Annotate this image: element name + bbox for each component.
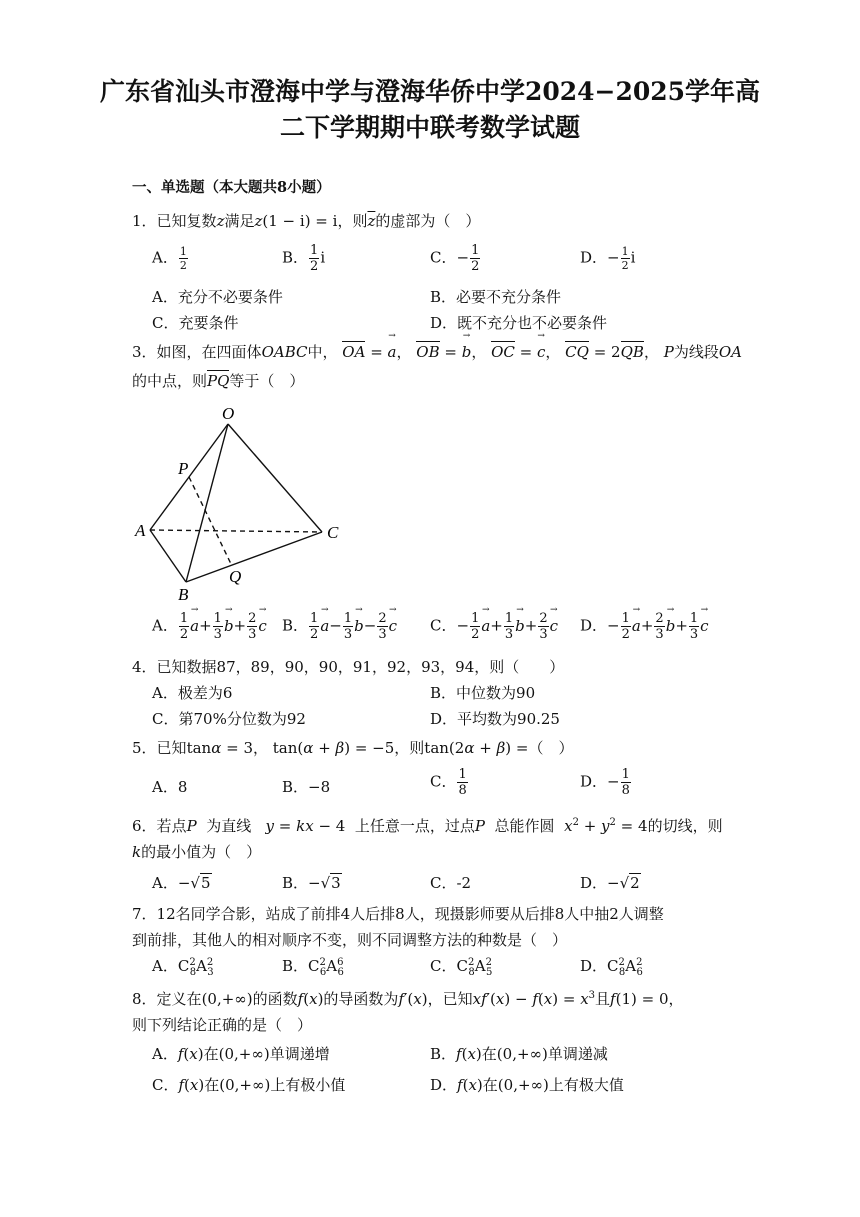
q4-option-c: C．第70%分位数为92 (152, 710, 306, 728)
q6-option-c: C．-2 (430, 874, 472, 892)
edge-bc (186, 532, 322, 582)
q8-option-c: C．f(x)在(0,+∞)上有极小值 (152, 1076, 346, 1094)
title-line-2: 二下学期期中联考数学试题 (279, 113, 580, 142)
q4-option-b: B．中位数为90 (430, 684, 536, 702)
q3-option-d: D．− $\frac{1}{2}$ a →+ $\frac{2}{3}$ b →+ $\frac{1}{3}$ c → (580, 612, 709, 641)
q2-option-c: C．充要条件 (152, 314, 239, 332)
q3-option-c: C．− $\frac{1}{2}$ a →+ $\frac{1}{3}$ b →+ $\frac{2}{3}$ c → (430, 612, 558, 641)
label-q: Q (229, 567, 242, 586)
q3-option-a: A． $\frac{1}{2}$ a →+ $\frac{1}{3}$ b →+ $\frac{2}{3}$ c → (152, 612, 267, 641)
label-b: B (178, 585, 189, 604)
q5-option-d: D．− $\frac{1}{8}$ (580, 767, 630, 798)
question-6-stem: 6．若点P 为直线 y = kx − 4 上任意一点，过点P 总能作圆 $x^2 + y^2 = 4$的切线，则 (132, 817, 723, 835)
q2-option-a: A．充分不必要条件 (152, 288, 283, 306)
q5-option-a: A．8 (152, 778, 188, 796)
label-p: P (178, 459, 189, 478)
q7-option-a: A．$C^2_8A^2_3$ (152, 957, 214, 978)
question-3-stem: 3．如图，在四面体OABC中， OA = a →， OB = b →， OC = c →， CQ = 2QB， P为线段OA (132, 341, 742, 362)
q1-option-a: A． $\frac{1}{2}$ (152, 245, 187, 272)
q5-option-c: C． $\frac{1}{8}$ (430, 767, 467, 798)
question-7-line-1: 7．12名同学合影，站成了前排4人后排8人，现摄影师要从后排8人中抽2人调整 (132, 905, 664, 923)
edge-oc (228, 424, 322, 532)
q1-option-c: C．− $\frac{1}{2}$ (430, 243, 480, 274)
edge-ob (186, 424, 228, 582)
q3-option-b: B． $\frac{1}{2}$ a →− $\frac{1}{3}$ b →− $\frac{2}{3}$ c → (282, 612, 397, 641)
question-8-stem: 8．定义在(0,+∞)的函数f(x)的导函数为f′(x)，已知$xf'(x) - f(x) = x^3$且f(1) = 0， (132, 990, 684, 1008)
title-line-1: 广东省汕头市澄海中学与澄海华侨中学2024−2025学年高 (99, 77, 761, 106)
q8-option-d: D．f(x)在(0,+∞)上有极大值 (430, 1076, 624, 1094)
question-4-stem: 4．已知数据87，89，90，90，91，92，93，94，则（ ） (132, 658, 565, 676)
q6-option-a: A．−√5 (152, 874, 211, 892)
question-6-line-2: k的最小值为（ ） (132, 843, 262, 861)
q7-option-c: C．$C^2_8A^2_5$ (430, 957, 493, 978)
q2-option-b: B．必要不充分条件 (430, 288, 562, 306)
q7-option-d: D．$C^2_8A^2_6$ (580, 957, 643, 978)
question-1-stem: 1．已知复数z满足z(1 − i) = i，则$\overline{z}$的虚部为（ ） (132, 212, 481, 230)
q1-option-b: B． $\frac{1}{2}$ i (282, 243, 326, 274)
edge-ab (150, 530, 186, 582)
q7-option-b: B．$C^2_6A^6_6$ (282, 957, 344, 978)
section-heading: 一、单选题（本大题共8小题） (132, 179, 331, 196)
question-7-line-2: 到前排，其他人的相对顺序不变，则不同调整方法的种数是（ ） (132, 931, 568, 949)
q1-option-d: D．− $\frac{1}{2}$ i (580, 245, 636, 272)
label-o: O (222, 404, 235, 423)
question-3-line-2: 的中点，则PQ等于（ ） (132, 372, 305, 390)
q4-option-d: D．平均数为90.25 (430, 710, 560, 728)
question-8-line-2: 则下列结论正确的是（ ） (132, 1016, 313, 1034)
page-title (60, 74, 800, 146)
label-c: C (327, 523, 339, 542)
q8-option-b: B．f(x)在(0,+∞)单调递减 (430, 1045, 608, 1063)
q5-option-b: B．−8 (282, 778, 331, 796)
q4-option-a: A．极差为6 (152, 684, 233, 702)
q6-option-b: B．−√3 (282, 874, 341, 892)
q2-option-d: D．既不充分也不必要条件 (430, 314, 608, 332)
tetrahedron-figure (132, 400, 352, 605)
question-5-stem: 5．已知tanα = 3， tan(α + β) = −5，则tan(2α + β) =（ ） (132, 739, 574, 757)
q6-option-d: D．−√2 (580, 874, 640, 892)
q8-option-a: A．f(x)在(0,+∞)单调递增 (152, 1045, 330, 1063)
edge-ac-hidden (150, 530, 322, 532)
label-a: A (135, 521, 146, 540)
